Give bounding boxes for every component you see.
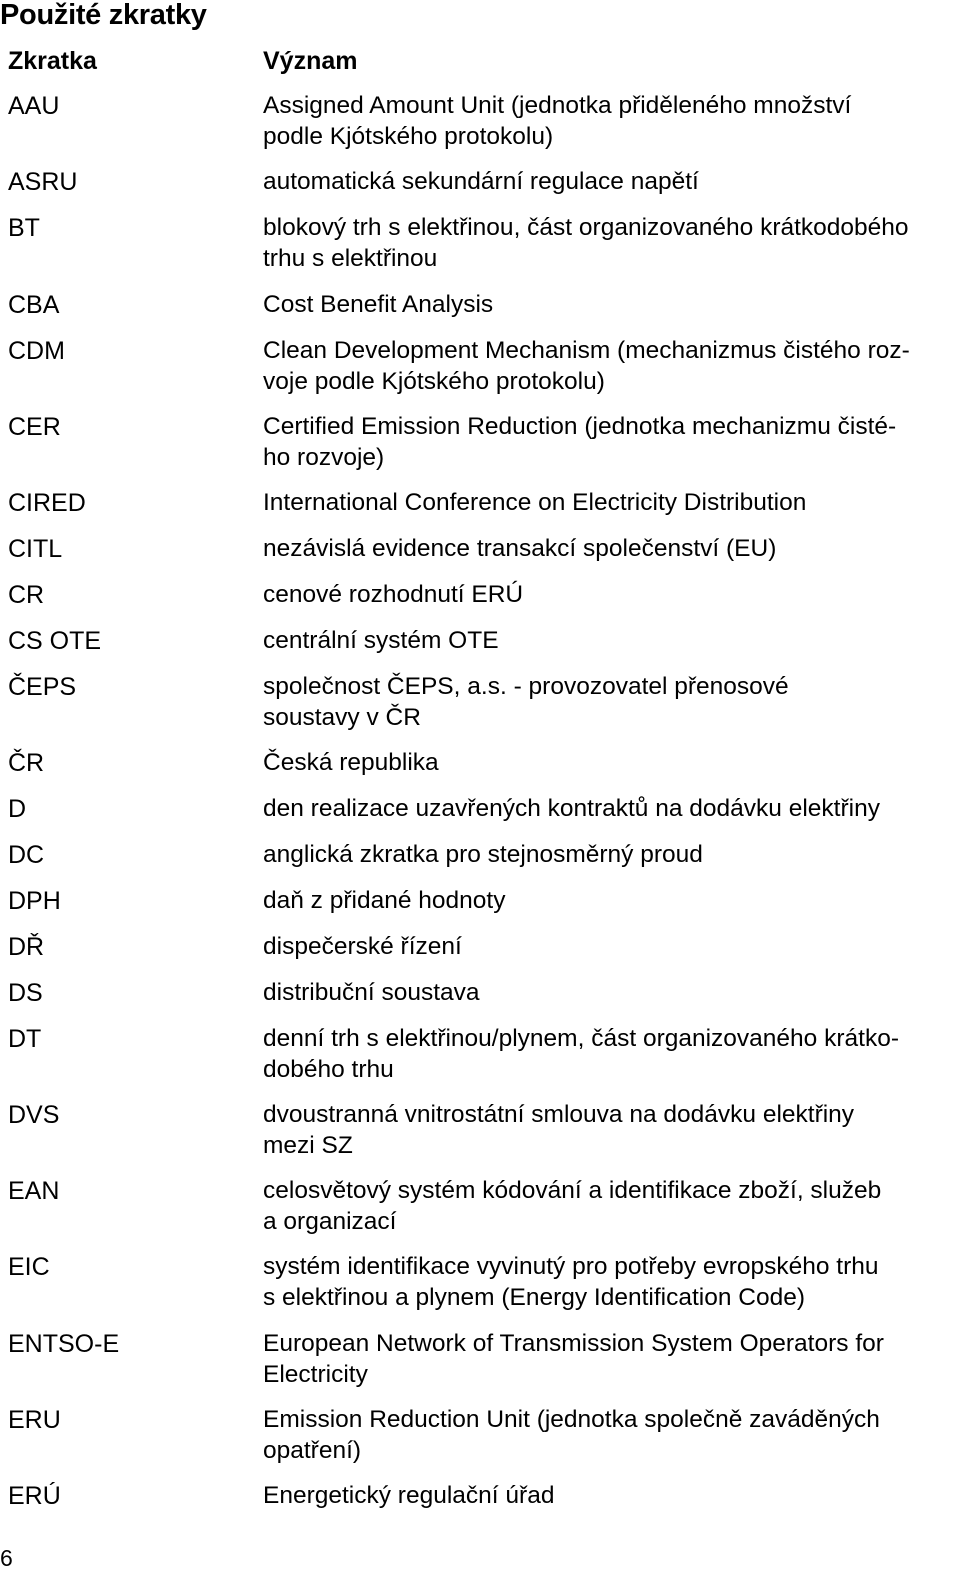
meaning-cell: daň z přidané hodnoty — [263, 887, 506, 914]
meaning-cell: společnost ČEPS, a.s. - provozovatel přenosové soustavy v ČR — [263, 673, 789, 731]
abbreviation-cell: DPH — [8, 887, 61, 915]
page-title: Použité zkratky — [0, 0, 207, 31]
abbreviation-cell: CBA — [8, 291, 60, 319]
meaning-cell: Česká republika — [263, 749, 439, 776]
abbreviation-cell: CS OTE — [8, 627, 102, 655]
abbreviation-cell: ERÚ — [8, 1482, 61, 1510]
column-header-meaning: Význam — [263, 47, 358, 75]
abbreviation-cell: DŘ — [8, 933, 45, 961]
abbreviation-cell: ČEPS — [8, 673, 77, 701]
abbreviation-cell: D — [8, 795, 27, 823]
meaning-cell: International Conference on Electricity Distribution — [263, 489, 807, 516]
meaning-cell: centrální systém OTE — [263, 627, 499, 654]
meaning-cell: Assigned Amount Unit (jednotka přiděleného množství podle Kjótského protokolu) — [263, 92, 852, 150]
meaning-cell: Certified Emission Reduction (jednotka mechanizmu čisté- ho rozvoje) — [263, 413, 897, 471]
meaning-cell: systém identifikace vyvinutý pro potřeby evropského trhu s elektřinou a plynem (Energy Identification Code) — [263, 1253, 879, 1311]
meaning-cell: European Network of Transmission System Operators for Electricity — [263, 1330, 884, 1388]
column-header-abbreviation: Zkratka — [8, 47, 97, 75]
meaning-cell: Cost Benefit Analysis — [263, 291, 494, 318]
abbreviation-cell: EIC — [8, 1253, 50, 1281]
meaning-cell: blokový trh s elektřinou, část organizovaného krátkodobého trhu s elektřinou — [263, 214, 909, 272]
meaning-cell: Emission Reduction Unit (jednotka společně zaváděných opatření) — [263, 1406, 880, 1464]
abbreviation-cell: DT — [8, 1025, 42, 1053]
meaning-cell: Energetický regulační úřad — [263, 1482, 555, 1509]
meaning-cell: den realizace uzavřených kontraktů na dodávku elektřiny — [263, 795, 880, 822]
abbreviation-cell: DC — [8, 841, 45, 869]
abbreviation-cell: EAN — [8, 1177, 60, 1205]
meaning-cell: dvoustranná vnitrostátní smlouva na dodávku elektřiny mezi SZ — [263, 1101, 855, 1159]
abbreviation-cell: BT — [8, 214, 40, 242]
abbreviation-cell: CIRED — [8, 489, 86, 517]
abbreviation-cell: DS — [8, 979, 43, 1007]
abbreviation-cell: DVS — [8, 1101, 60, 1129]
meaning-cell: cenové rozhodnutí ERÚ — [263, 581, 524, 608]
abbreviation-cell: CITL — [8, 535, 63, 563]
abbreviation-cell: ERU — [8, 1406, 61, 1434]
meaning-cell: automatická sekundární regulace napětí — [263, 168, 699, 195]
abbreviation-cell: CR — [8, 581, 45, 609]
page-number: 6 — [0, 1545, 13, 1571]
abbreviation-cell: ASRU — [8, 168, 78, 196]
meaning-cell: celosvětový systém kódování a identifikace zboží, služeb a organizací — [263, 1177, 882, 1235]
abbreviation-cell: CER — [8, 413, 61, 441]
meaning-cell: anglická zkratka pro stejnosměrný proud — [263, 841, 703, 868]
abbreviation-cell: CDM — [8, 337, 65, 365]
meaning-cell: denní trh s elektřinou/plynem, část organizovaného krátko- dobého trhu — [263, 1025, 899, 1083]
abbreviation-cell: ČR — [8, 749, 45, 777]
meaning-cell: nezávislá evidence transakcí společenství (EU) — [263, 535, 777, 562]
meaning-cell: dispečerské řízení — [263, 933, 462, 960]
meaning-cell: Clean Development Mechanism (mechanizmus čistého roz- voje podle Kjótského protokolu) — [263, 337, 910, 395]
abbreviation-cell: AAU — [8, 92, 60, 120]
abbreviation-cell: ENTSO-E — [8, 1330, 120, 1358]
meaning-cell: distribuční soustava — [263, 979, 480, 1006]
